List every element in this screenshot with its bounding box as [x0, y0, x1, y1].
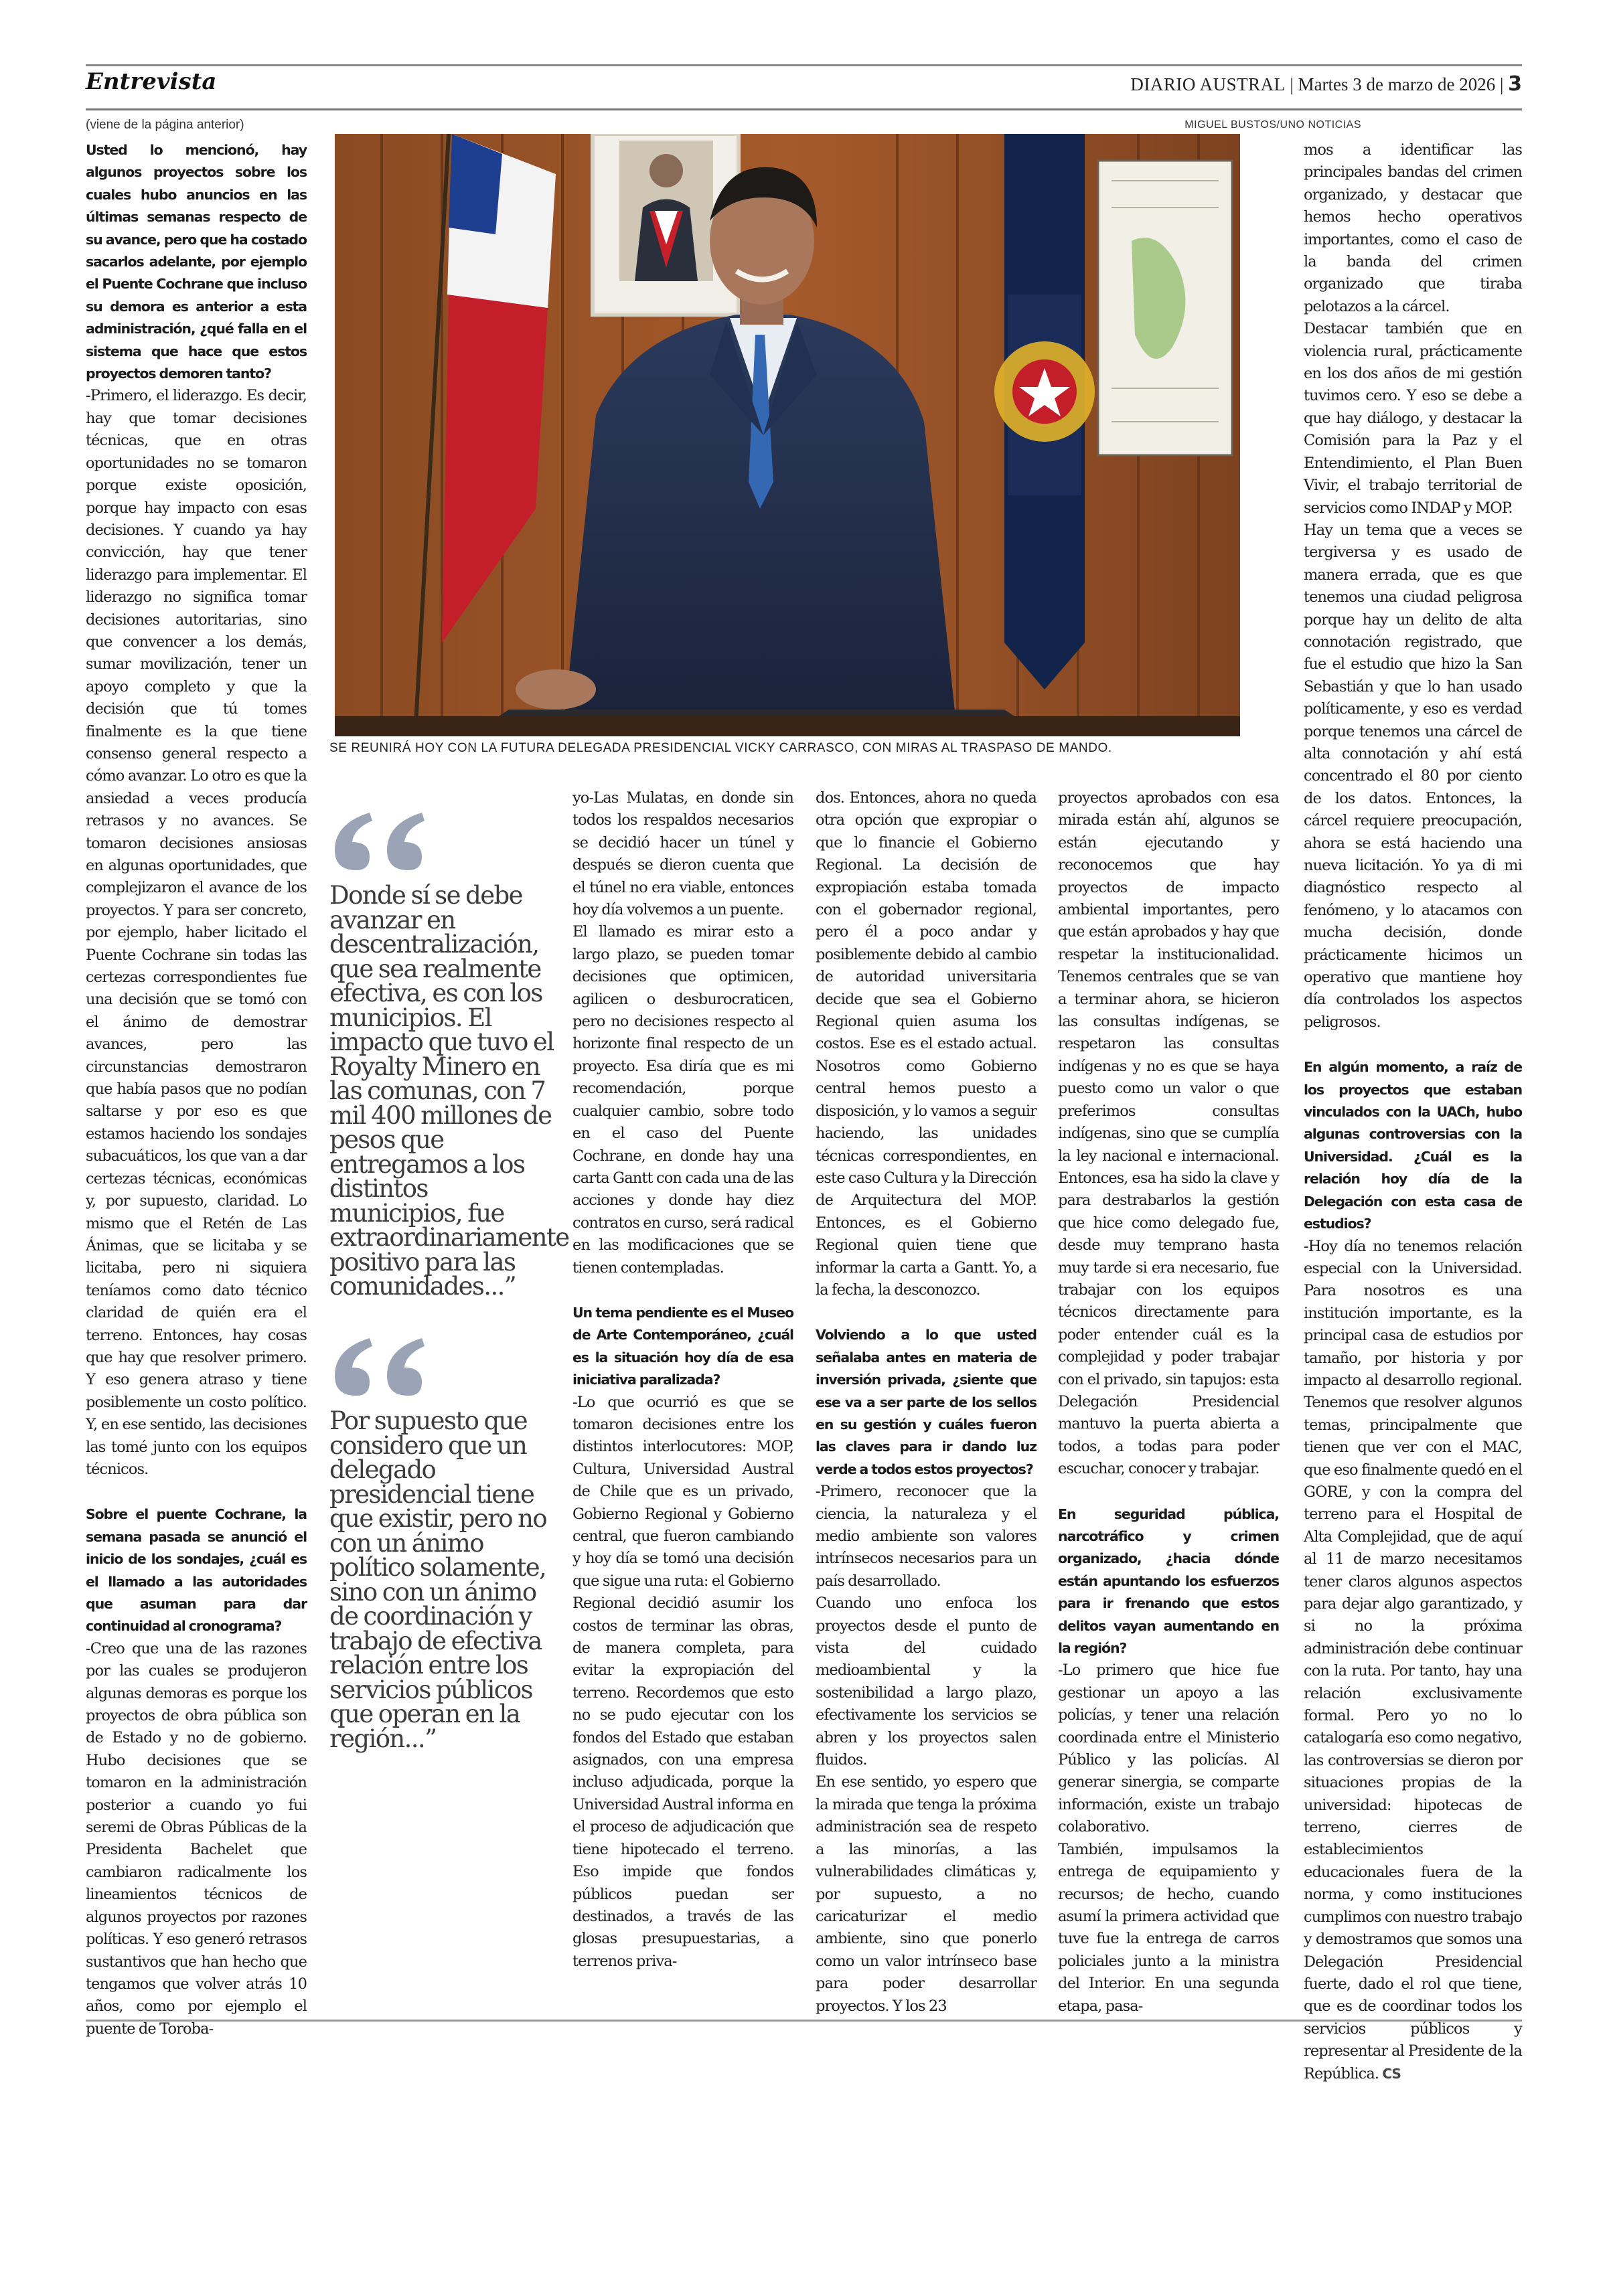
- photo-credit: MIGUEL BUSTOS/UNO NOTICIAS: [1184, 119, 1361, 131]
- answer: [1304, 1236, 1522, 2085]
- answer: -Primero, reconocer que la ciencia, la naturaleza y el medio ambiente son valores intrínsecos necesarios para un país desarrollado.: [816, 1483, 1037, 1590]
- answer: mos a identificar las principales bandas del crimen organizado, y destacar que hemos hecho operativos importantes, como el caso de la banda del crimen organizado que tiraba pelotazos a la cárcel.: [1304, 141, 1522, 315]
- issue-date: Martes 3 de marzo de 2026: [1298, 74, 1496, 94]
- pull-quote-text: Donde sí se debe avanzar en descentralización, que sea realmente efectiva, es con los municipios. El impacto que tuvo el Royalty Minero en las comunas, con 7 mil 400 millones de pesos que entregamos a los distintos municipios, fue extraordinariamente positivo para las comunidades...”: [329, 881, 569, 1301]
- continuation-note: (viene de la página anterior): [86, 118, 244, 132]
- answer: yo-Las Mulatas, en donde sin todos los respaldos necesarios se decidió hacer un túnel y después se dieron cuenta que el túnel no era viable, entonces hoy día volvemos a un puente.: [572, 789, 793, 919]
- answer: Destacar también que en violencia rural, prácticamente en los dos años de mi gestión tuvimos cero. Y eso se debe a que hay diálogo, y destacar la Comisión para la Paz y el Entendimiento, el Plan Buen Vivir, el trabajo territorial de servicios como INDAP y MOP.: [1304, 320, 1522, 517]
- main-photo: [335, 134, 1240, 736]
- answer-text: -Hoy día no tenemos relación especial con la Universidad. Para nosotros es una institución importante, es la principal casa de estudios por tamaño, por historia y por impacto al desarrollo regional. Tenemos que resolver algunos temas, principalmente que tienen que ver con el MAC, que eso finalmente quedó en el GORE, y con la compra del terreno para el Hospital de Alta Complejidad, que de aquí al 11 de marzo necesitamos tener claros algunos aspectos para dejar algo garantizado, y si no la próxima administración debe continuar con la ruta. Por tanto, hay una relación exclusivamente formal. Pero yo no lo catalogaría eso como negativo, las controversias se dieron por situaciones propias de la universidad: hipotecas de terreno, cierres de establecimientos educacionales fuera de la norma, y como instituciones cumplimos con nuestro trabajo y demostramos que somos una Delegación Presidencial fuerte, dado el rol que tiene, que es de coordinar todos los servicios públicos y representar al Presidente de la República.: [1304, 1237, 1522, 2082]
- column-2: [572, 787, 793, 1973]
- quote-mark-icon: [329, 803, 437, 884]
- answer: Cuando uno enfoca los proyectos desde el punto de vista del cuidado medioambiental y la sostenibilidad a largo plazo, efectivamente los servicios se abren y los proyectos salen fluidos.: [816, 1594, 1037, 1769]
- answer: proyectos aprobados con esa mirada están ahí, algunos se están ejecutando y reconocemos que hay proyectos de impacto ambiental importantes, pero que están aprobados y hay que respetar la institucionalidad. Tenemos centrales que se van a terminar ahora, se hicieron las consultas indígenas, se respetaron las consultas indígenas y no es que se haya puesto como un valor o que preferimos consultas indígenas, sino que se cumplía la ley nacional e internacional. Entonces, esa ha sido la clave y para destrabarlos la gestión que hice como delegado fue, desde muy temprano hasta muy tarde si era necesario, fue trabajar con los equipos técnicos directamente para poder entender cuál es la complejidad y poder trabajar con el privado, sin tapujos: esta Delegación Presidencial mantuvo la puerta abierta a todos, a todas para poder escuchar, conocer y trabajar.: [1058, 789, 1279, 1478]
- answer: -Primero, el liderazgo. Es decir, hay que tomar decisiones técnicas, que en otras oportunidades no se tomaron porque existe oposición, porque hay impacto con esas decisiones. Y cuando ya hay convicción, hay que tener liderazgo para implementar. El liderazgo no significa tomar decisiones autoritarias, sino que convencer a los demás, sumar movilización, tener un apoyo completo y que la decisión que tú tomes finalmente es la que tiene consenso general respecto a cómo avanzar. Lo otro es que la ansiedad a veces producía retrasos y no avances. Se tomaron decisiones ansiosas en algunas oportunidades, que complejizaron el avance de los proyectos. Y para ser concreto, por ejemplo, haber licitado el Puente Cochrane sin todas las certezas correspondientes fue una decisión que se tomó con el ánimo de demostrar avances, pero las circunstancias demostraron que había pasos que no podían saltarse y por eso es que estamos haciendo los sondajes subacuáticos, los que van a dar certezas técnicas, económicas y, por supuesto, claridad. Lo mismo que el Retén de Las Ánimas, que se licitaba y se licitaba, pero ni siquiera teníamos como dato técnico claridad de quién era el terreno. Entonces, hay cosas que hay que resolver primero. Y eso genera atraso y tiene posiblemente un costo político. Y, en ese sentido, las decisiones las tomé junto con los equipos técnicos.: [86, 387, 307, 1478]
- answer: Hay un tema que a veces se tergiversa y es usado de manera errada, que es que tenemos una ciudad peligrosa porque hay un delito de alta connotación registrado, que fue el estudio que hizo la San Sebastián y que lo han usado políticamente, y eso es verdad porque tenemos una cárcel de alta connotación y ahí está concentrado el 80 por ciento de los datos. Entonces, la cárcel requiere preocupación, ahora se está haciendo una nueva licitación. Yo ya di mi diagnóstico respecto al fenómeno, y lo atacamos con mucha decisión, donde prácticamente hicimos un operativo que mantiene hoy día controlados los aspectos peligrosos.: [1304, 521, 1522, 1031]
- question: Sobre el puente Cochrane, la semana pasada se anunció el inicio de los sondajes, ¿cuál es el llamado a las autoridades que asuman para dar continuidad al cronograma?: [86, 1506, 307, 1635]
- answer: El llamado es mirar esto a largo plazo, se pueden tomar decisiones que optimicen, agilicen o desburocraticen, pero no decisiones respecto al horizonte final respecto de un proyecto. Esa diría que es mi recomendación, porque cualquier cambio, sobre todo en el caso del Puente Cochrane, en donde hay una carta Gantt con cada una de las acciones y donde hay diez contratos en curso, será radical en las modificaciones que se tienen contempladas.: [572, 923, 793, 1277]
- column-5: [1304, 139, 1522, 2085]
- photo-caption: SE REUNIRÁ HOY CON LA FUTURA DELEGADA PRESIDENCIAL VICKY CARRASCO, CON MIRAS AL TRASPASO DE MANDO.: [329, 741, 1112, 755]
- question: Un tema pendiente es el Museo de Arte Contemporáneo, ¿cuál es la situación hoy día de esa iniciativa paralizada?: [572, 1304, 793, 1388]
- section-title: Entrevista: [86, 68, 217, 95]
- question: En algún momento, a raíz de los proyectos que estaban vinculados con la UACh, hubo algunas controversias con la Universidad. ¿Cuál es la relación hoy día de la Delegación con esta casa de estudios?: [1304, 1059, 1522, 1232]
- masthead: DIARIO AUSTRAL | Martes 3 de marzo de 2026 | 3: [1130, 72, 1522, 96]
- photo-illustration: [335, 134, 1240, 736]
- answer: -Lo primero que hice fue gestionar un apoyo a las policías, y tener una relación coordinada entre el Ministerio Público y las policías. Al generar sinergia, se comparte información, existe un trabajo colaborativo.: [1058, 1661, 1279, 1836]
- pull-quote-1: [329, 803, 569, 1301]
- pull-quote-text: Por supuesto que considero que un delegado presidencial tiene que existir, pero no con un ánimo político solamente, sino con un ánimo de coordinación y trabajo de efectiva relación entre los servicios públicos que operan en la región...”: [329, 1406, 547, 1753]
- answer: También, impulsamos la entrega de equipamiento y recursos; de hecho, cuando asumí la primera actividad que tuve fue la entrega de carros policiales junto a la ministra del Interior. En una segunda etapa, pasa-: [1058, 1840, 1279, 2015]
- newspaper-name: DIARIO AUSTRAL: [1130, 74, 1286, 94]
- quote-mark-icon: [329, 1329, 437, 1409]
- top-rule: [86, 64, 1522, 66]
- answer: -Creo que una de las razones por las cuales se produjeron algunas demoras es porque los proyectos de obra pública son de Estado y no de gobierno. Hubo decisiones que se tomaron en la administración posterior a cuando yo fui seremi de Obras Públicas de la Presidenta Bachelet que cambiaron radicalmente los lineamientos técnicos de algunos proyectos por razones políticas. Y eso generó retrasos sustantivos que han hecho que tengamos que volver atrás 10 años, como por ejemplo el puente de Toroba-: [86, 1639, 307, 2038]
- end-mark: CS: [1382, 2065, 1401, 2082]
- question: Volviendo a lo que usted señalaba antes en materia de inversión privada, ¿siente que ese va a ser parte de los sellos en su gestión y cuáles fueron las claves para ir dando luz verde a todos estos proyectos?: [816, 1327, 1037, 1477]
- page-number: 3: [1508, 72, 1522, 96]
- column-1: [86, 139, 307, 2040]
- bottom-rule: [86, 2020, 1522, 2022]
- column-4: [1058, 787, 1279, 2018]
- answer: -Lo que ocurrió es que se tomaron decisiones entre los distintos interlocutores: MOP, Cultura, Universidad Austral de Chile que es un privado, Gobierno Regional y Gobierno central, que fueron cambiando y hoy día se tomó una decisión que sigue una ruta: el Gobierno Regional decidió asumir los costos de terminar las obras, de manera completa, para evitar la expropiación del terreno. Recordemos que esto no se pudo ejecutar con los fondos del Estado que estaban asignados, con una empresa incluso adjudicada, porque la Universidad Austral informa en el proceso de adjudicación que tiene hipotecado el terreno. Eso impide que fondos públicos puedan ser destinados, a través de las glosas presupuestarias, a terrenos priva-: [572, 1393, 793, 1970]
- column-3: [816, 787, 1037, 2018]
- answer: En ese sentido, yo espero que la mirada que tenga la próxima administración sea de respeto a las minorías, a las vulnerabilidades climáticas y, por supuesto, a no caricaturizar el medio ambiente, sino que ponerlo como un valor intrínseco base para poder desarrollar proyectos. Y los 23: [816, 1773, 1037, 2015]
- question: Usted lo mencionó, hay algunos proyectos sobre los cuales hubo anuncios en las últimas semanas respecto de su avance, pero que ha costado sacarlos adelante, por ejemplo el Puente Cochrane que incluso su demora es anterior a esta administración, ¿qué falla en el sistema que hace que estos proyectos demoren tanto?: [86, 142, 307, 382]
- header-rule: [86, 108, 1522, 110]
- question: En seguridad pública, narcotráfico y crimen organizado, ¿hacia dónde están apuntando los esfuerzos para ir frenando que estos delitos vayan aumentando en la región?: [1058, 1505, 1279, 1657]
- page-header: [86, 67, 1522, 108]
- answer: dos. Entonces, ahora no queda otra opción que expropiar o que lo financie el Gobierno Regional. La decisión de expropiación estaba tomada con el gobernador regional, pero él a poco andar y posiblemente debido al cambio de autoridad universitaria decide que sea el Gobierno Regional quien asuma los costos. Ese es el estado actual. Nosotros como Gobierno central hemos puesto a disposición, y lo vamos a seguir haciendo, las unidades técnicas correspondientes, en este caso Cultura y la Dirección de Arquitectura del MOP. Entonces, es el Gobierno Regional quien tiene que informar la carta a Gantt. Yo, a la fecha, la desconozco.: [816, 789, 1037, 1299]
- pull-quote-2: [329, 1329, 557, 1751]
